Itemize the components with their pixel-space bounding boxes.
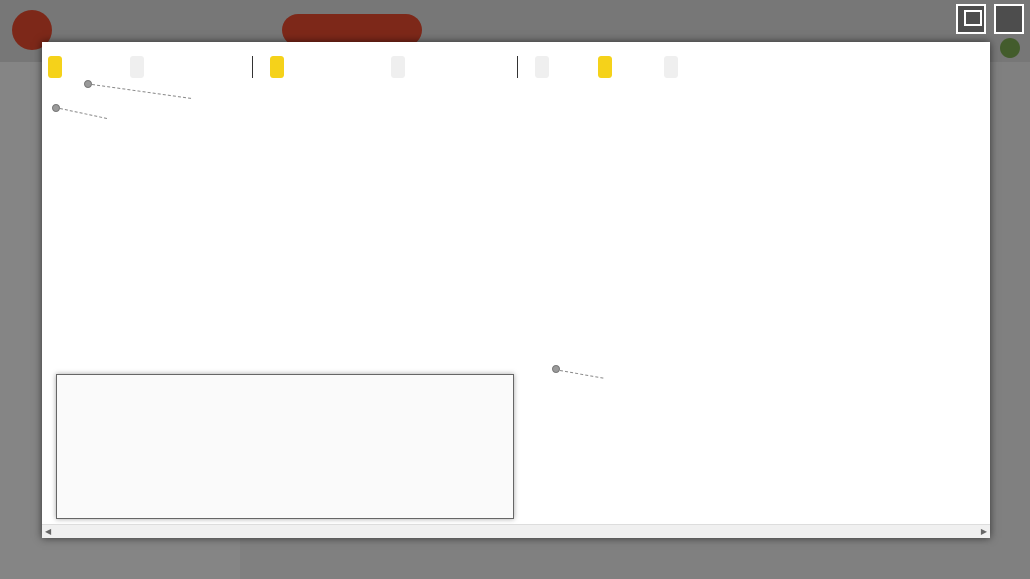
- tab-jun-2018[interactable]: [598, 56, 612, 78]
- tab-may-2018[interactable]: [535, 56, 549, 78]
- tab-start-end[interactable]: [270, 56, 284, 78]
- callout-dot: [84, 80, 92, 88]
- tab-divider: [517, 56, 518, 78]
- info-box: [56, 374, 514, 519]
- scroll-left-icon[interactable]: ◀: [45, 527, 52, 536]
- horizontal-scrollbar[interactable]: [42, 524, 990, 538]
- tab-activity-data[interactable]: [130, 56, 144, 78]
- tab-worked-time[interactable]: [391, 56, 405, 78]
- callout-dot: [52, 104, 60, 112]
- tab-skud-data[interactable]: [48, 56, 62, 78]
- callout-dot: [552, 365, 560, 373]
- scroll-right-icon[interactable]: ▶: [980, 527, 987, 536]
- close-icon[interactable]: [994, 4, 1024, 34]
- restore-window-icon[interactable]: [956, 4, 986, 34]
- tab-jul-2018[interactable]: [664, 56, 678, 78]
- tab-divider: [252, 56, 253, 78]
